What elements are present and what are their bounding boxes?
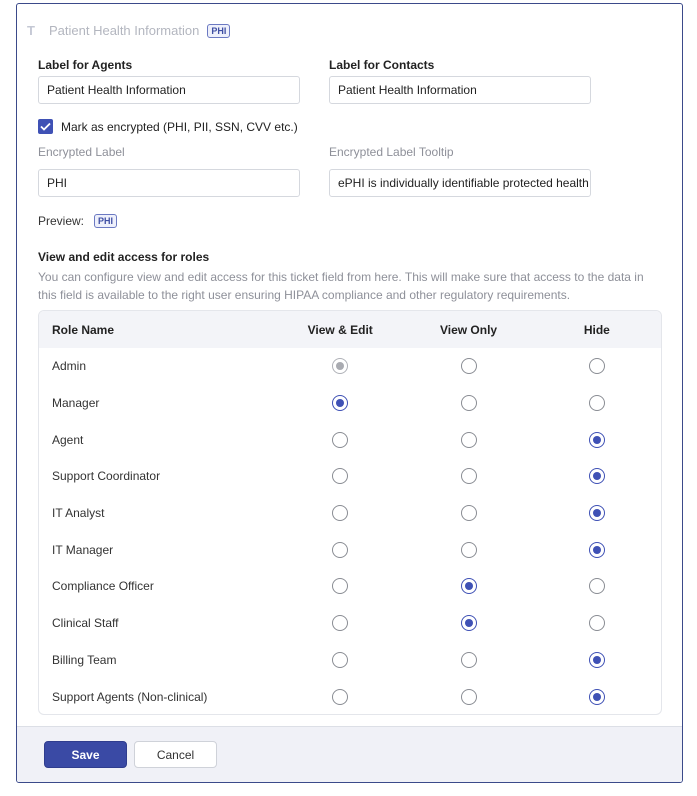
role-name: Manager: [52, 396, 100, 411]
radio-view-only[interactable]: [461, 652, 477, 668]
role-name: Clinical Staff: [52, 616, 119, 631]
text-field-icon: T: [27, 23, 35, 38]
radio-cell-view-edit: [276, 395, 404, 411]
radio-view-only[interactable]: [461, 395, 477, 411]
radio-cell-view-edit: [276, 689, 404, 705]
table-row: [39, 458, 661, 495]
radio-view-only[interactable]: [461, 432, 477, 448]
column-view-edit: View & Edit: [307, 322, 373, 337]
preview-row: [38, 214, 117, 228]
role-name: Admin: [52, 359, 87, 374]
radio-cell-view-only: [404, 689, 532, 705]
radio-cell-view-edit: [276, 432, 404, 448]
radio-cell-hide: [533, 358, 661, 374]
radio-cell-hide: [533, 505, 661, 521]
radio-hide[interactable]: [589, 578, 605, 594]
field-header: [27, 23, 230, 38]
encrypted-label-title: Encrypted Label: [38, 145, 125, 159]
radio-view-edit[interactable]: [332, 615, 348, 631]
radio-cell-view-only: [404, 578, 532, 594]
table-header: [39, 311, 661, 348]
radio-hide[interactable]: [589, 652, 605, 668]
radio-cell-hide: [533, 468, 661, 484]
radio-cell-view-edit: [276, 505, 404, 521]
radio-view-edit[interactable]: [332, 395, 348, 411]
role-name: Support Agents (Non-clinical): [52, 689, 208, 704]
radio-hide[interactable]: [589, 542, 605, 558]
radio-hide: [589, 358, 605, 374]
radio-view-only: [461, 358, 477, 374]
radio-view-only[interactable]: [461, 578, 477, 594]
radio-view-only[interactable]: [461, 505, 477, 521]
checkmark-icon: [40, 122, 51, 131]
radio-view-edit: [332, 358, 348, 374]
phi-badge: PHI: [207, 24, 230, 38]
label-for-contacts-input[interactable]: Patient Health Information: [329, 76, 591, 104]
role-name: Compliance Officer: [52, 579, 154, 594]
radio-cell-view-only: [404, 432, 532, 448]
table-row: [39, 495, 661, 532]
column-view-only: View Only: [439, 322, 498, 337]
radio-hide[interactable]: [589, 468, 605, 484]
table-row: [39, 421, 661, 458]
radio-cell-view-only: [404, 652, 532, 668]
table-row: [39, 678, 661, 715]
radio-view-edit[interactable]: [332, 468, 348, 484]
radio-cell-view-only: [404, 505, 532, 521]
radio-cell-view-edit: [276, 358, 404, 374]
radio-cell-view-edit: [276, 578, 404, 594]
preview-label: Preview:: [38, 214, 85, 228]
radio-view-only[interactable]: [461, 615, 477, 631]
encrypted-label-input[interactable]: PHI: [38, 169, 300, 197]
table-row: [39, 642, 661, 679]
encrypted-tooltip-input[interactable]: ePHI is individually identifiable protected health: [329, 169, 591, 197]
role-name: Support Coordinator: [52, 469, 161, 484]
radio-cell-view-only: [404, 542, 532, 558]
label-for-agents-title: Label for Agents: [38, 58, 133, 72]
role-name: Billing Team: [52, 652, 117, 667]
radio-hide[interactable]: [589, 689, 605, 705]
table-row: [39, 531, 661, 568]
radio-cell-hide: [533, 395, 661, 411]
radio-cell-view-edit: [276, 468, 404, 484]
radio-cell-view-edit: [276, 542, 404, 558]
column-hide: Hide: [583, 322, 610, 337]
radio-view-edit[interactable]: [332, 578, 348, 594]
table-body: [39, 348, 661, 715]
access-section-description: You can configure view and edit access for this ticket field from here. This will make sure that access to the data in this field is available to the right user ensuring HIPAA compliance and other regulatory requirements.: [38, 270, 644, 302]
radio-hide[interactable]: [589, 615, 605, 631]
column-role-name: Role Name: [52, 322, 115, 337]
radio-cell-hide: [533, 542, 661, 558]
table-row: [39, 385, 661, 422]
encrypt-checkbox-label: Mark as encrypted (PHI, PII, SSN, CVV etc.): [61, 119, 298, 134]
radio-hide[interactable]: [589, 505, 605, 521]
table-row: [39, 568, 661, 605]
radio-cell-hide: [533, 652, 661, 668]
radio-view-only[interactable]: [461, 542, 477, 558]
radio-hide[interactable]: [589, 395, 605, 411]
radio-cell-view-only: [404, 468, 532, 484]
role-access-table: [38, 310, 662, 715]
radio-hide[interactable]: [589, 432, 605, 448]
field-title: Patient Health Information: [49, 23, 200, 38]
encrypted-tooltip-title: Encrypted Label Tooltip: [329, 145, 454, 159]
radio-view-edit[interactable]: [332, 542, 348, 558]
radio-view-edit[interactable]: [332, 432, 348, 448]
encrypt-checkbox[interactable]: [38, 119, 53, 134]
radio-view-edit[interactable]: [332, 652, 348, 668]
save-button[interactable]: Save: [44, 741, 127, 768]
radio-view-edit[interactable]: [332, 505, 348, 521]
role-name: IT Analyst: [52, 506, 105, 521]
radio-cell-view-only: [404, 615, 532, 631]
radio-cell-hide: [533, 578, 661, 594]
radio-cell-hide: [533, 432, 661, 448]
access-section-title: View and edit access for roles: [38, 250, 210, 264]
radio-view-edit[interactable]: [332, 689, 348, 705]
radio-view-only[interactable]: [461, 468, 477, 484]
role-name: IT Manager: [52, 542, 114, 557]
radio-cell-view-edit: [276, 615, 404, 631]
table-row: [39, 348, 661, 385]
footer-bar: [17, 726, 682, 782]
table-row: [39, 605, 661, 642]
encrypt-checkbox-row[interactable]: [38, 119, 298, 134]
role-name: Agent: [52, 432, 84, 447]
cancel-button[interactable]: Cancel: [134, 741, 217, 768]
radio-cell-view-edit: [276, 652, 404, 668]
radio-view-only[interactable]: [461, 689, 477, 705]
field-editor-card: [16, 3, 683, 783]
radio-cell-hide: [533, 615, 661, 631]
label-for-agents-input[interactable]: Patient Health Information: [38, 76, 300, 104]
radio-cell-view-only: [404, 395, 532, 411]
radio-cell-view-only: [404, 358, 532, 374]
radio-cell-hide: [533, 689, 661, 705]
preview-badge: PHI: [94, 214, 117, 228]
label-for-contacts-title: Label for Contacts: [329, 58, 435, 72]
